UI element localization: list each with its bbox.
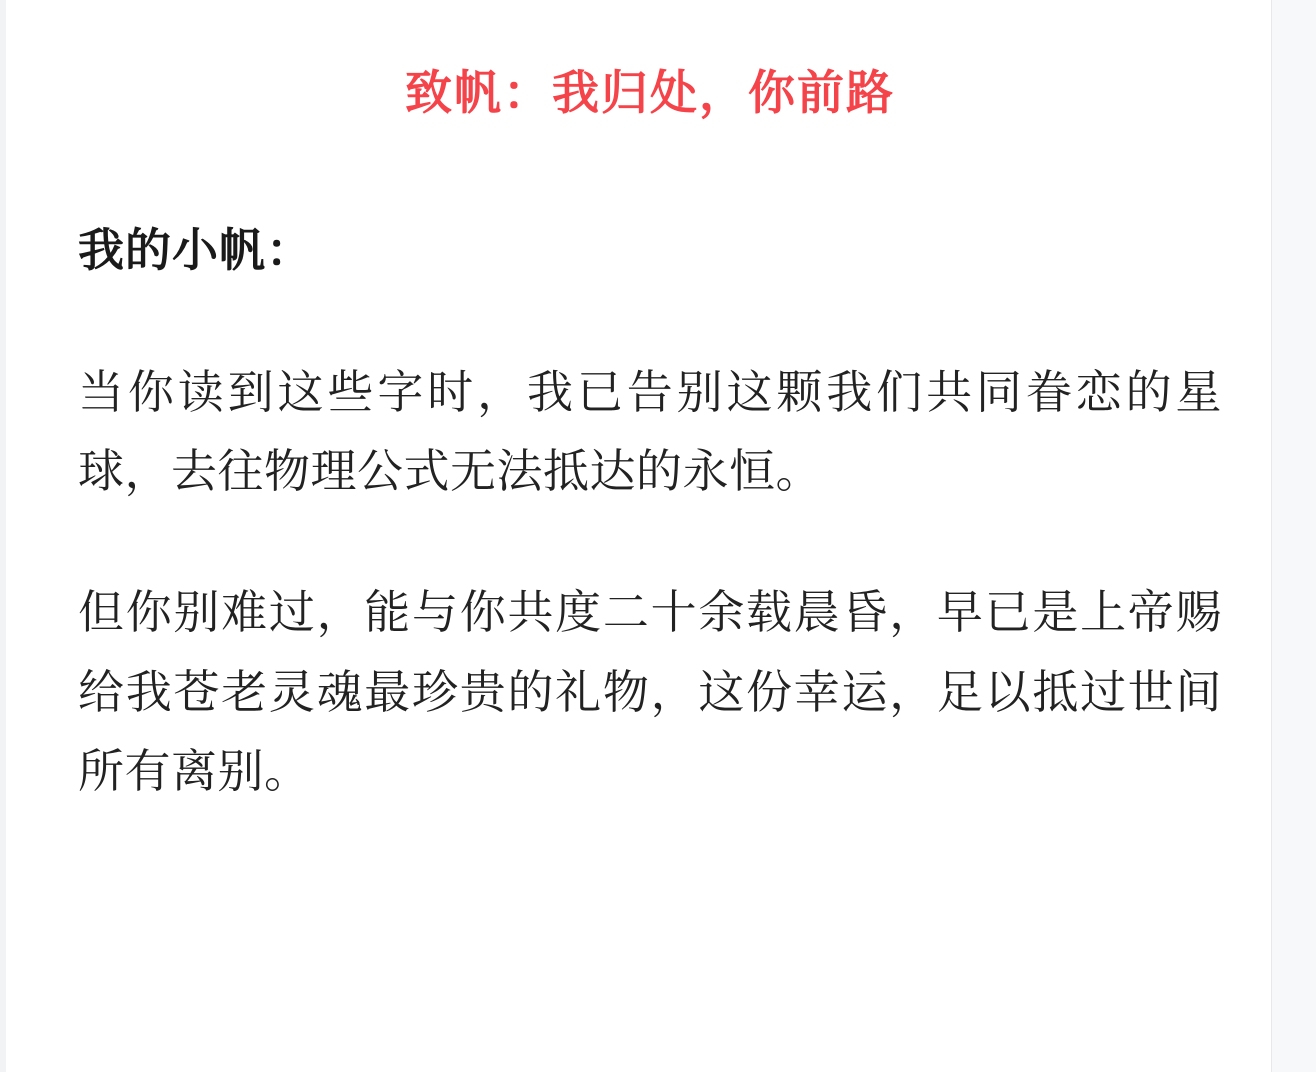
body-paragraph: 当你读到这些字时，我已告别这颗我们共同眷恋的星球，去往物理公式无法抵达的永恒。 [78, 366, 1222, 498]
page-title: 致帆：我归处，你前路 [405, 66, 895, 119]
body-paragraph: 但你别难过，能与你共度二十余载晨昏，早已是上帝赐给我苍老灵魂最珍贵的礼物，这份幸运，足以抵过世间所有离别。 [78, 586, 1222, 797]
left-gutter [0, 0, 6, 1072]
right-gutter [1271, 0, 1316, 1072]
document-content [70, 0, 1230, 1072]
salutation: 我的小帆： [78, 224, 313, 277]
